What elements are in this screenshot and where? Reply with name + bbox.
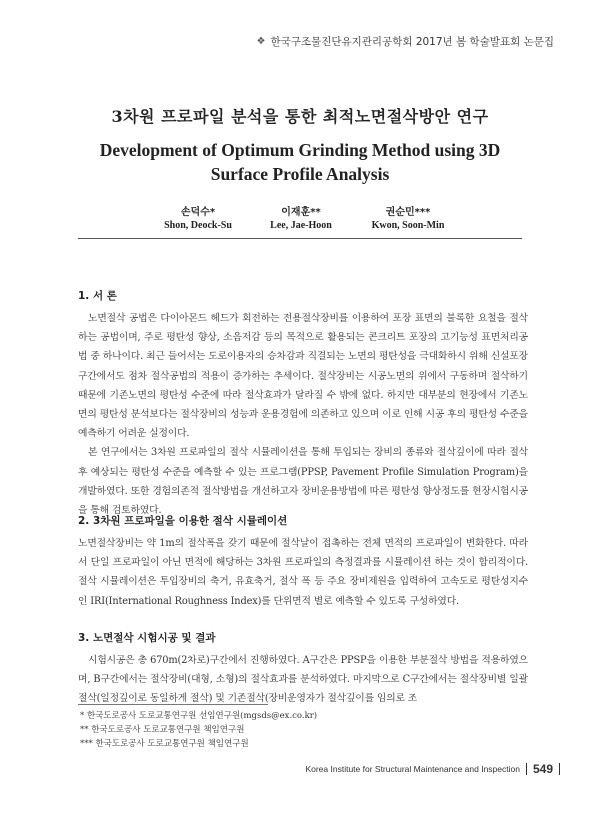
footnote-divider [78,704,268,705]
author-name-english: Lee, Jae-Hoon [270,220,332,231]
paragraph: 시험시공은 총 670m(2차로)구간에서 진행하였다. A구간은 PPSP을 이용한 부분절삭 방법을 적용하였으며, B구간에서는 절삭장비(대형, 소형)의 절삭효과를 분석하였다. 마지막으로 C구간에서는 절삭장비별 일괄절삭(일정깊이로 동일하게 절삭) 및 기존절삭(장비운영자가 절삭깊이를 임의로 조 [78,655,528,705]
page-number: 549 [532,762,553,776]
author-name-english: Shon, Deock-Su [164,220,232,231]
paragraph: 노면절삭 공법은 다이아몬드 헤드가 회전하는 전용절삭장비를 이용하여 포장 표면의 불록한 요철을 절삭하는 공법이며, 주로 평탄성 향상, 소음저감 등의 목적으로 활용되는 콘크리트 포장의 고기능성 표면처리공법 중 하나이다. 최근 들어서는 도로이용자의 승차감과 직결되는 노면의 평탄성을 극대화하시 위해 신설포장구간에서도 점차 절삭공법의 적용이 증가하는 추세이다. 절삭장비는 시공노면의 위에서 구동하며 절삭하기 때문에 기존노면의 평탄성 수준에 따라 절삭효과가 달라질 수 밖에 없다. 하지만 대부분의 현장에서 기존노면의 평탄성 분석보다는 절삭장비의 성능과 운용경험에 의존하고 있으며 이로 인해 시공 후의 평탄성 수준을 예측하기 어려운 실정이다. [78,313,528,440]
paragraph: 노면절삭장비는 약 1m의 절삭폭을 갖기 때문에 절삭날이 접촉하는 전체 면적의 프로파일이 변화한다. 따라서 단일 프로파일이 아닌 면적에 해당하는 3차원 프로파일의 측정결과를 시뮬레이션 하는 것이 합리적이다. 절삭 시뮬레이션은 투입장비의 축거, 유효축거, 절삭 폭 등 주요 장비제원을 입력하여 고속도로 평탄성지수인 IRI(International Roughness Index)를 단위면적 별로 예측할 수 있도록 구성하였다. [78,538,528,607]
running-header [257,34,554,49]
author-name-english: Kwon, Soon-Min [371,220,445,231]
footer-publisher: Korea Institute for Structural Maintenance and Inspection [305,764,520,774]
section-heading: 2. 3차원 프로파일을 이용한 절삭 시뮬레이션 [78,515,288,527]
footnote: *** 한국도로공사 도로교통연구원 책임연구원 [80,738,249,749]
section-test-construction [78,630,528,709]
section-introduction [78,288,528,520]
author-name-korean: 손덕수* [180,207,216,218]
section-heading: 3. 노면절삭 시험시공 및 결과 [78,632,216,644]
title-english: Development of Optimum Grinding Method using 3D Surface Profile Analysis [99,140,501,184]
footnotes [80,710,317,751]
title-korean: 3차원 프로파일 분석을 통한 최적노면절삭방안 연구 [111,107,489,126]
footer-divider [526,763,527,775]
author-name-korean: 이재훈** [281,207,321,218]
title-divider [78,238,522,239]
section-simulation [78,513,528,611]
section-heading: 1. 서 론 [78,290,117,302]
author-3 [328,203,488,231]
page-footer [305,762,560,776]
footer-divider [559,763,560,775]
author-name-korean: 권순민*** [385,207,431,218]
footnote: ** 한국도로공사 도로교통연구원 책임연구원 [80,724,245,735]
flourish-icon: ❖ [256,36,266,47]
header-text: 한국구조물진단유지관리공학회 2017년 봄 학술발표회 논문집 [270,36,554,48]
paragraph: 본 연구에서는 3차원 프로파일의 절삭 시뮬레이션을 통해 투입되는 장비의 종류와 절삭깊이에 따라 절삭 후 예상되는 평탄성 수준을 예측할 수 있는 프로그램(PPSP, Pavement Profile Simulation Program)을 개발하였다. 또한 경험의존적 절삭방법을 개선하고자 장비운용방법에 따른 평탄성 향상정도를 현장시험시공을 통해 검토하였다. [78,447,528,517]
footnote: * 한국도로공사 도로교통연구원 선임연구원(mgsds@ex.co.kr) [80,711,318,721]
